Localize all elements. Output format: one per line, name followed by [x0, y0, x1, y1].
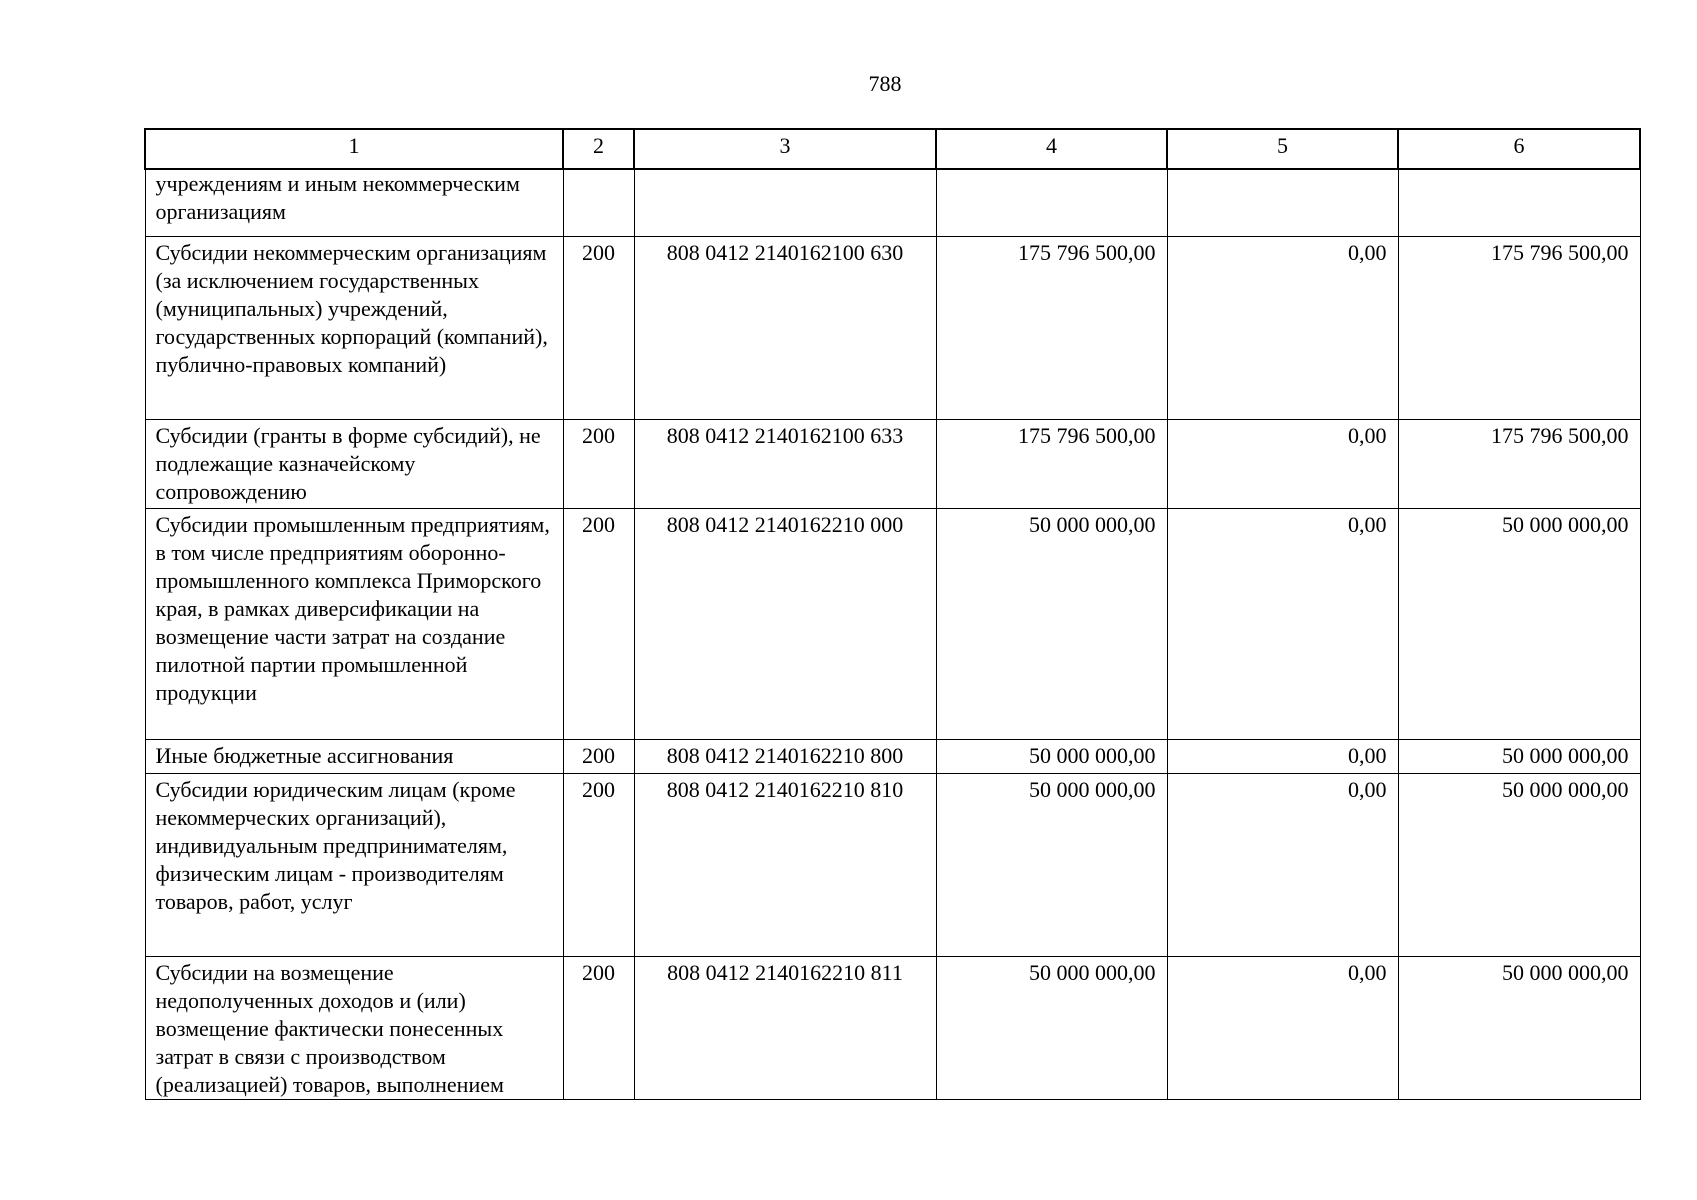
page-number: 788: [868, 71, 902, 96]
table-row: [145, 420, 1640, 509]
table-row: [145, 957, 1640, 1100]
table-row: [145, 740, 1640, 774]
row-description: Иные бюджетные ассигнования: [145, 740, 563, 774]
row-col2: 200: [563, 420, 634, 509]
row-col2: 200: [563, 740, 634, 774]
row-description: Субсидии юридическим лицам (кроме некоммерческих организаций), индивидуальным предпринимателям, физическим лицам - производителям товаров, работ, услуг: [145, 774, 563, 957]
row-col6: 50 000 000,00: [1398, 774, 1640, 957]
row-col6: 50 000 000,00: [1398, 509, 1640, 740]
row-col5: 0,00: [1167, 420, 1398, 509]
row-col4: 50 000 000,00: [936, 957, 1167, 1100]
row-col4: 50 000 000,00: [936, 774, 1167, 957]
row-code: 808 0412 2140162210 811: [634, 957, 936, 1100]
column-header-2: 2: [563, 129, 634, 169]
row-col2: [563, 169, 634, 237]
budget-table: [144, 128, 1641, 1100]
table-row: [145, 237, 1640, 420]
table-body: [145, 169, 1640, 1100]
row-code: 808 0412 2140162210 000: [634, 509, 936, 740]
row-description: Субсидии некоммерческим организациям (за исключением государственных (муниципальных) учреждений, государственных корпораций (компаний), публично-правовых компаний): [145, 237, 563, 420]
row-code: 808 0412 2140162210 810: [634, 774, 936, 957]
row-col6: 175 796 500,00: [1398, 237, 1640, 420]
row-col5: 0,00: [1167, 509, 1398, 740]
row-col2: 200: [563, 237, 634, 420]
row-description: Субсидии промышленным предприятиям, в том числе предприятиям оборонно-промышленного комплекса Приморского края, в рамках диверсификации на возмещение части затрат на создание пилотной партии промышленной продукции: [145, 509, 563, 740]
row-code: 808 0412 2140162100 633: [634, 420, 936, 509]
header-row: [145, 129, 1640, 169]
table-header: [145, 129, 1640, 169]
column-header-4: 4: [936, 129, 1167, 169]
column-header-5: 5: [1167, 129, 1398, 169]
row-col6: 175 796 500,00: [1398, 420, 1640, 509]
table-row: [145, 774, 1640, 957]
row-description: Субсидии на возмещение недополученных доходов и (или) возмещение фактически понесенных затрат в связи с производством (реализацией) товаров, выполнением: [145, 957, 563, 1100]
row-description: Субсидии (гранты в форме субсидий), не подлежащие казначейскому сопровождению: [145, 420, 563, 509]
column-header-3: 3: [634, 129, 936, 169]
row-col2: 200: [563, 957, 634, 1100]
row-col6: 50 000 000,00: [1398, 957, 1640, 1100]
row-col6: 50 000 000,00: [1398, 740, 1640, 774]
row-col4: 175 796 500,00: [936, 420, 1167, 509]
row-col5: 0,00: [1167, 237, 1398, 420]
row-col4: 50 000 000,00: [936, 740, 1167, 774]
row-col5: 0,00: [1167, 774, 1398, 957]
row-code: 808 0412 2140162210 800: [634, 740, 936, 774]
row-code: 808 0412 2140162100 630: [634, 237, 936, 420]
row-col4: 50 000 000,00: [936, 509, 1167, 740]
column-header-6: 6: [1398, 129, 1640, 169]
row-col4: 175 796 500,00: [936, 237, 1167, 420]
row-code: [634, 169, 936, 237]
row-col2: 200: [563, 509, 634, 740]
row-col6: [1398, 169, 1640, 237]
row-col4: [936, 169, 1167, 237]
row-col5: 0,00: [1167, 740, 1398, 774]
table-row: [145, 509, 1640, 740]
column-header-1: 1: [145, 129, 563, 169]
table-row: [145, 169, 1640, 237]
row-col5: [1167, 169, 1398, 237]
row-col2: 200: [563, 774, 634, 957]
row-col5: 0,00: [1167, 957, 1398, 1100]
row-description: учреждениям и иным некоммерческим организациям: [145, 169, 563, 237]
